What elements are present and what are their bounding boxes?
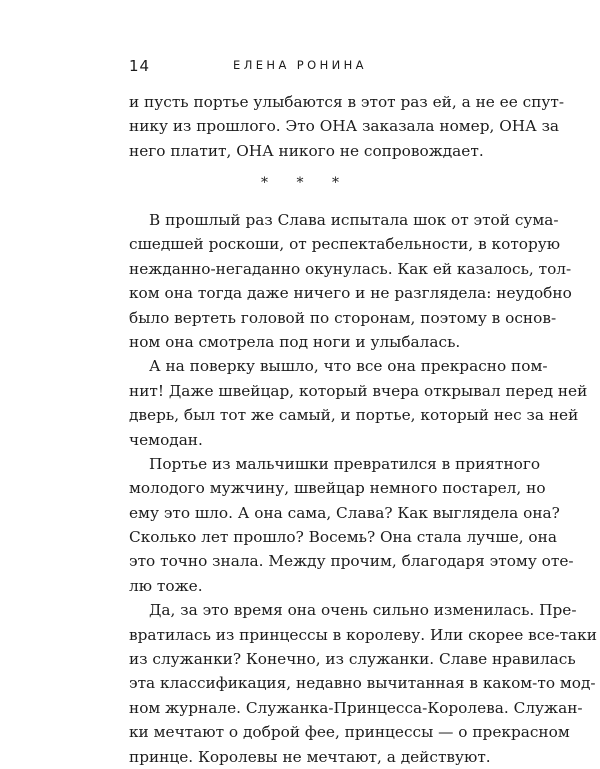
- text-line: принце. Королевы не мечтают, а действуют.: [129, 747, 491, 766]
- text-line: Да, за это время она очень сильно изменилась. Пре-: [149, 601, 577, 620]
- main-text-block: [129, 208, 597, 769]
- text-line: нежданно-негаданно окунулась. Как ей казалось, тол-: [129, 259, 572, 278]
- paragraph: [129, 452, 574, 598]
- text-line: ком она тогда даже ничего и не разглядела: неудобно: [129, 284, 572, 303]
- text-line: него платит, ОНА никого не сопровождает.: [129, 141, 484, 160]
- text-line: чемодан.: [129, 430, 203, 449]
- text-line: и пусть портье улыбаются в этот раз ей, а не ее спут-: [129, 93, 565, 111]
- text-line: нику из прошлого. Это ОНА заказала номер, ОНА за: [129, 117, 560, 136]
- text-line: ном журнале. Служанка-Принцесса-Королева. Служан-: [129, 698, 583, 717]
- text-line: это точно знала. Между прочим, благодаря этому оте-: [129, 552, 574, 571]
- page-header: [129, 57, 471, 79]
- text-line: ном она смотрела под ноги и улыбалась.: [129, 332, 461, 351]
- text-line: из служанки? Конечно, из служанки. Славе нравилась: [129, 650, 576, 669]
- text-line: эта классификация, недавно вычитанная в каком-то мод-: [129, 674, 596, 693]
- text-line: А на поверку вышло, что все она прекрасно пом-: [149, 357, 548, 376]
- section-separator: * * *: [261, 175, 351, 191]
- paragraph: [129, 208, 572, 354]
- running-head-author: ЕЛЕНА РОНИНА: [233, 58, 367, 72]
- text-line: было вертеть головой по сторонам, поэтому в основ-: [129, 308, 557, 327]
- opening-text-block: [129, 90, 565, 163]
- text-line: сшедшей роскоши, от респектабельности, в которую: [129, 235, 561, 254]
- text-line: В прошлый раз Слава испытала шок от этой сума-: [149, 211, 559, 229]
- page-number: 14: [129, 57, 151, 75]
- text-line: ки мечтают о доброй фее, принцессы — о прекрасном: [129, 723, 570, 742]
- text-line: лю тоже.: [129, 576, 203, 595]
- text-line: ему это шло. А она сама, Слава? Как выглядела она?: [129, 503, 560, 522]
- text-line: нит! Даже швейцар, который вчера открывал перед ней: [129, 381, 588, 400]
- text-line: Портье из мальчишки превратился в приятного: [149, 454, 541, 473]
- text-line: молодого мужчину, швейцар немного постарел, но: [129, 479, 546, 498]
- paragraph: [129, 354, 588, 452]
- text-line: дверь, был тот же самый, и портье, который нес за ней: [129, 406, 579, 425]
- text-line: вратилась из принцессы в королеву. Или скорее все-таки: [129, 625, 597, 644]
- paragraph: [129, 598, 597, 769]
- text-line: Сколько лет прошло? Восемь? Она стала лучше, она: [129, 528, 557, 547]
